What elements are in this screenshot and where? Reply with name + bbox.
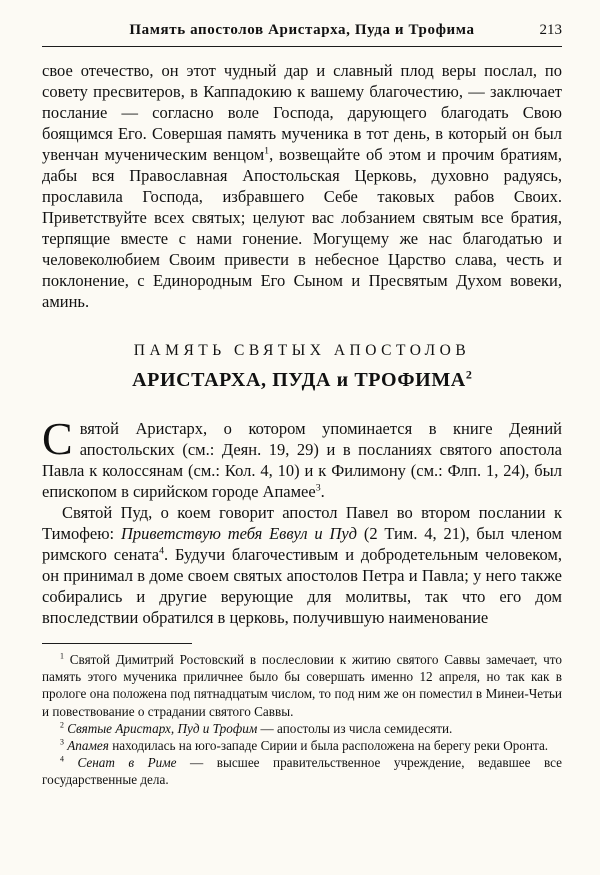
footnote-2-text: Святые Аристарх, Пуд и Трофим — апостолы из числа семидесяти. bbox=[67, 720, 453, 736]
footnote-2 bbox=[42, 720, 562, 737]
footnotes-block bbox=[42, 651, 562, 789]
footnote-4-text: Сенат в Риме — высшее правительственное учреждение, ведавшее все государственные дела. bbox=[42, 755, 563, 788]
footnote-3-marker: 3 bbox=[60, 737, 64, 747]
footnote-1-text: Святой Димитрий Ростовский в послесловии к житию святого Саввы замечает, что память этого мученика приличнее было бы совершать именно 12 апреля, но так как в прологе она положена под пятнадцатым числом, то под ним же он поместил в Минеи-Четьи и повествование о страдании святого Саввы. bbox=[42, 652, 562, 719]
footnote-4-marker: 4 bbox=[60, 754, 64, 764]
footnote-3-text: Апамея находилась на юго-западе Сирии и была расположена на берегу реки Оронта. bbox=[67, 738, 549, 754]
footnote-2-marker: 2 bbox=[60, 720, 64, 730]
footnote-1-marker: 1 bbox=[60, 651, 64, 661]
intro-paragraph: свое отечество, он этот чудный дар и славный плод веры послал, по совету пресвитеров, в Каппадокию к вашему благочестию, — заключает послание — согласно воле Господа, дарующего благодать Свою боящимся Его. Совершая память мученика в тот день, в который он был увенчан мученическим венцом$^1$, возвещайте об этом и прочим братиям, дабы вся Православная Апостольская Церковь, духовно радуясь, прославила Господа, избравшего Себе таковых рабов Своих. Приветствуйте всех святых; целуют вас лобзанием святым все братия, терпящие вместе с нами гонение. Могущему же нас благодатью и человеколюбием Своим привести в небесное Царство слава, честь и поклонение, с Единородным Его Сыном и Пресвятым Духом вовеки, аминь. bbox=[42, 61, 562, 311]
paragraph-aristarkh bbox=[42, 413, 562, 502]
paragraph-pud: Святой Пуд, о коем говорит апостол Павел во втором послании к Тимофею: Приветствую тебя Еввул и Пуд (2 Тим. 4, 21), был членом римского сената$^4$. Будучи благочестивым и добродетельным человеком, он принимал в доме своем святых апостолов Петра и Павла; у него также собирались и другие верующие для молитвы, так что его дом впоследствии обратился в церковь, получившую наименование bbox=[42, 503, 562, 627]
section-heading-title: АРИСТАРХА, ПУДА и ТРОФИМА$^2$ bbox=[132, 367, 472, 391]
running-header bbox=[42, 22, 562, 46]
footnote-3 bbox=[42, 737, 562, 754]
page-number: 213 bbox=[539, 22, 562, 38]
footnote-4 bbox=[42, 754, 562, 788]
paragraph-aristarkh-text: вятой Аристарх, о котором упоминается в книге Деяний апостольских (см.: Деян. 19, 29) и в посланиях святого апостола Павла к колоссянам (см.: Кол. 4, 10) и к Филимону (см.: Флп. 1, 24), был епископом в сирийском городе Апамее$^3$. bbox=[42, 419, 562, 501]
header-rule bbox=[42, 46, 562, 47]
drop-cap-letter: С bbox=[42, 413, 73, 464]
section-heading-kicker: ПАМЯТЬ СВЯТЫХ АПОСТОЛОВ bbox=[133, 342, 471, 359]
footnote-1 bbox=[42, 651, 562, 720]
running-header-title: Память апостолов Аристарха, Пуда и Трофима bbox=[129, 22, 475, 38]
footnote-divider bbox=[42, 643, 192, 644]
section-heading bbox=[42, 342, 562, 392]
